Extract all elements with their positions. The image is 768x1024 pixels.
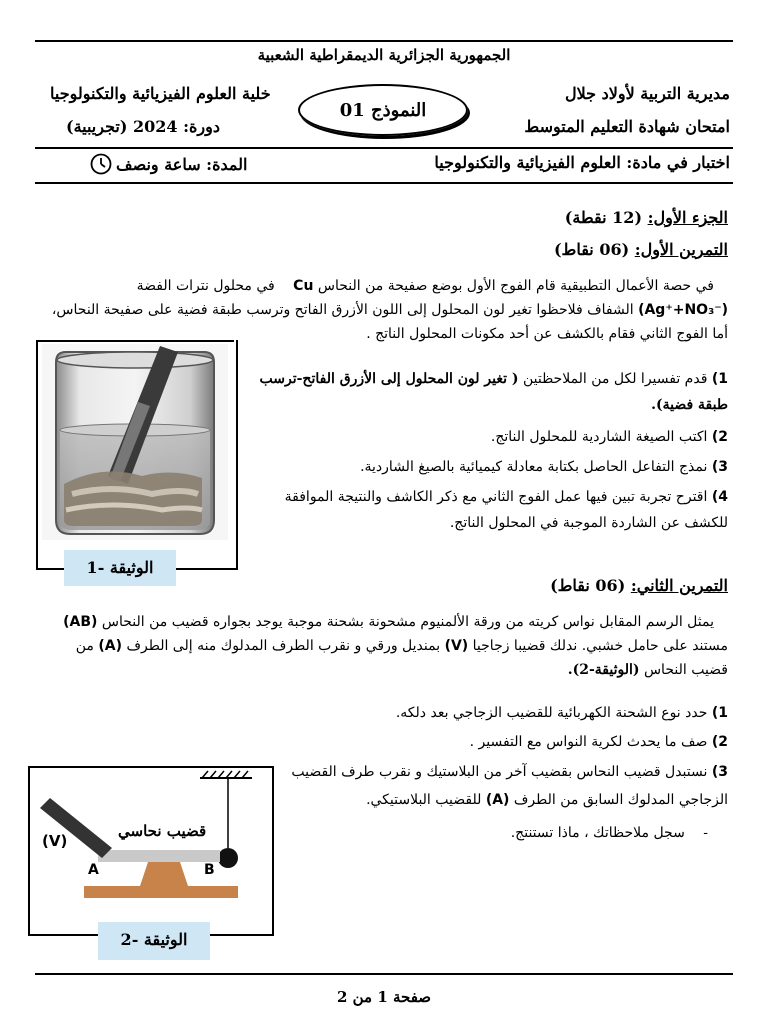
subject-line: اختبار في مادة: العلوم الفيزيائية والتكنولوجيا bbox=[434, 153, 730, 172]
top-rule bbox=[35, 40, 733, 42]
ex1-q2: 2) اكتب الصيغة الشاردية للمحلول الناتج. bbox=[490, 429, 728, 445]
header-rule-2 bbox=[35, 182, 733, 184]
ex1-q4: 4) اقترح تجربة تبين فيها عمل الفوج الثاني مع ذكر الكاشف والنتيجة الموافقة للكشف عن الشاردة الموجبة في المحلول الناتج. bbox=[284, 489, 728, 531]
session-note: (تجريبية) bbox=[66, 117, 128, 136]
copper-symbol: Cu bbox=[293, 278, 314, 294]
ex1-heading bbox=[554, 240, 728, 259]
duration: المدة: ساعة ونصف bbox=[116, 154, 248, 174]
ex2-title: التمرين الثاني: bbox=[630, 576, 728, 595]
doc1-frame-top bbox=[36, 340, 234, 342]
page-number: صفحة 1 من 2 bbox=[336, 988, 432, 1006]
bottom-rule bbox=[35, 973, 733, 975]
ex2-paragraph bbox=[38, 610, 728, 682]
ex2-heading bbox=[550, 576, 728, 595]
ex2-bullet: - سجل ملاحظاتك ، ماذا تستنتج. bbox=[510, 825, 708, 841]
beaker-photo bbox=[42, 344, 228, 540]
fig-a-label: A bbox=[88, 862, 99, 878]
ex1-paragraph bbox=[38, 274, 728, 346]
part1-title: الجزء الأول: bbox=[647, 208, 728, 227]
ex2-q3: 3) نستبدل قضيب النحاس بقضيب آخر من البلاستيك و نقرب طرف القضيب الزجاجي المدلوك السابق من الطرف (A) للقضيب البلاستيكي. bbox=[291, 764, 728, 808]
model-oval bbox=[298, 84, 468, 136]
session bbox=[66, 117, 220, 136]
fig-b-label: B bbox=[204, 862, 215, 878]
header-rule-1 bbox=[35, 147, 733, 149]
doc1-caption: الوثيقة -1 bbox=[64, 550, 176, 586]
part1-heading bbox=[565, 208, 728, 227]
directorate: مديرية التربية لأولاد جلال bbox=[565, 84, 730, 103]
cell-name: خلية العلوم الفيزيائية والتكنولوجيا bbox=[50, 84, 271, 103]
ex1-q3: 3) نمذج التفاعل الحاصل بكتابة معادلة كيميائية بالصيغ الشاردية. bbox=[360, 459, 728, 475]
session-label: دورة: bbox=[183, 117, 220, 136]
ex1-line3: أما الفوج الثاني فقام بالكشف عن أحد مكونات المحلول الناتج . bbox=[366, 326, 728, 342]
ex2-line1: يمثل الرسم المقابل نواس كريته من ورقة الألمنيوم مشحونة بشحنة موجبة يوجد بجواره قضيب من النحاس (AB) bbox=[63, 614, 714, 630]
ex1-title: التمرين الأول: bbox=[634, 240, 728, 259]
ex2-q2: 2) صف ما يحدث لكرية النواس مع التفسير . bbox=[469, 734, 728, 750]
ex1-line1: في حصة الأعمال التطبيقية قام الفوج الأول بوضع صفيحة من النحاس Cu في محلول نترات الفضة bbox=[38, 274, 728, 298]
ex2-line3: قضيب النحاس (الوثيقة-2). bbox=[567, 662, 728, 678]
model-number: النموذج 01 bbox=[339, 99, 427, 121]
ex1-q1: 1) قدم تفسيرا لكل من الملاحظتين ( تغير لون المحلول إلى الأزرق الفاتح-ترسب طبقة فضية). bbox=[259, 371, 728, 413]
ex2-line2: مستند على حامل خشبي. ندلك قضيبا زجاجيا (V) بمنديل ورقي و نقرب الطرف المدلوك منه إلى الطرف (A) من bbox=[75, 638, 728, 654]
country-title: الجمهورية الجزائرية الديمقراطية الشعبية bbox=[257, 46, 511, 64]
part1-points: (12 نقطة) bbox=[564, 208, 643, 227]
exam-name: امتحان شهادة التعليم المتوسط bbox=[524, 117, 730, 136]
ex2-points: (06 نقاط) bbox=[550, 576, 626, 595]
duration-block bbox=[90, 153, 247, 175]
session-year: 2024 bbox=[133, 117, 178, 136]
ex1-points: (06 نقاط) bbox=[553, 240, 630, 259]
fig-rod-label: قضيب نحاسي bbox=[118, 822, 207, 840]
ex2-q1: 1) حدد نوع الشحنة الكهربائية للقضيب الزجاجي بعد دلكه. bbox=[395, 705, 728, 721]
doc2-caption: الوثيقة -2 bbox=[98, 922, 210, 960]
silver-nitrate-formula: (Ag⁺+NO₃⁻) bbox=[638, 302, 728, 318]
clock-icon bbox=[90, 153, 112, 175]
fig-v-label: (V) bbox=[42, 832, 68, 850]
ex1-line2: (Ag⁺+NO₃⁻) الشفاف فلاحظوا تغير لون المحلول إلى اللون الأزرق الفاتح وترسب طبقة فضية على صفيحة النحاس، bbox=[38, 298, 728, 322]
